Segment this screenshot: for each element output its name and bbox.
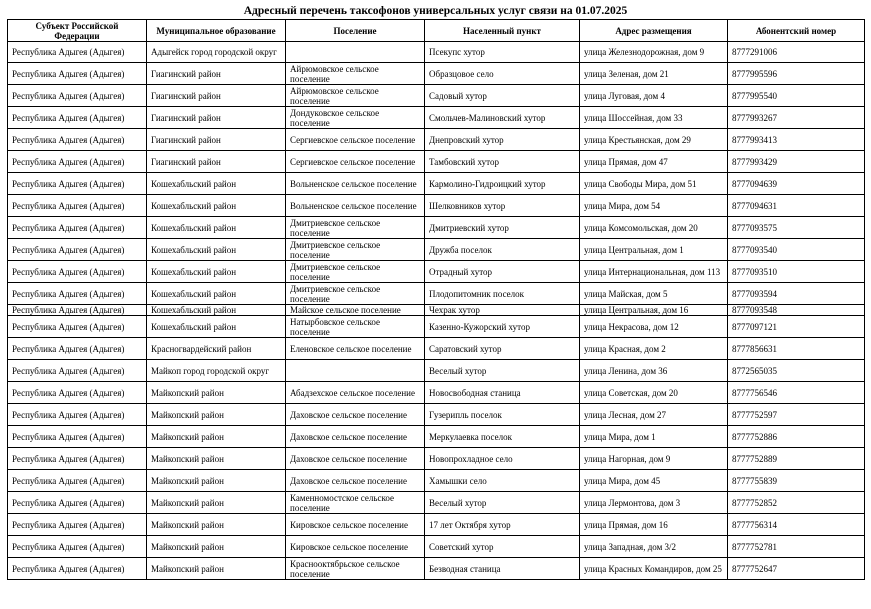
cell-phone: 8777993413 — [728, 129, 865, 151]
cell-subject: Республика Адыгея (Адыгея) — [8, 151, 147, 173]
table-row — [8, 558, 865, 580]
table-row — [8, 338, 865, 360]
cell-locality: Кармолино-Гидроицкий хутор — [425, 173, 580, 195]
cell-municipality: Адыгейск город городской округ — [147, 42, 286, 63]
table-row — [8, 305, 865, 316]
cell-municipality: Кошехабльский район — [147, 261, 286, 283]
cell-address: улица Майская, дом 5 — [580, 283, 728, 305]
cell-subject: Республика Адыгея (Адыгея) — [8, 261, 147, 283]
cell-settlement: Краснооктябрьское сельское поселение — [286, 558, 425, 580]
cell-municipality: Кошехабльский район — [147, 316, 286, 338]
table-row — [8, 283, 865, 305]
cell-municipality: Майкопский район — [147, 382, 286, 404]
cell-locality: Образцовое село — [425, 63, 580, 85]
table-header-row — [8, 20, 865, 42]
cell-settlement: Даховское сельское поселение — [286, 448, 425, 470]
cell-municipality: Кошехабльский район — [147, 217, 286, 239]
table-row — [8, 217, 865, 239]
cell-locality: Безводная станица — [425, 558, 580, 580]
cell-settlement: Натырбовское сельское поселение — [286, 316, 425, 338]
cell-settlement: Сергиевское сельское поселение — [286, 129, 425, 151]
cell-phone: 8777752852 — [728, 492, 865, 514]
table-row — [8, 536, 865, 558]
cell-address: улица Центральная, дом 1 — [580, 239, 728, 261]
table-row — [8, 316, 865, 338]
cell-phone: 8777097121 — [728, 316, 865, 338]
cell-phone: 8777993429 — [728, 151, 865, 173]
cell-locality: Новосвободная станица — [425, 382, 580, 404]
cell-address: улица Ленина, дом 36 — [580, 360, 728, 382]
cell-settlement: Сергиевское сельское поселение — [286, 151, 425, 173]
cell-subject: Республика Адыгея (Адыгея) — [8, 382, 147, 404]
cell-settlement: Айрюмовское сельское поселение — [286, 85, 425, 107]
table-row — [8, 470, 865, 492]
cell-phone: 8777752647 — [728, 558, 865, 580]
cell-settlement: Вольненское сельское поселение — [286, 173, 425, 195]
cell-subject: Республика Адыгея (Адыгея) — [8, 63, 147, 85]
cell-subject: Республика Адыгея (Адыгея) — [8, 85, 147, 107]
cell-locality: Гузерипль поселок — [425, 404, 580, 426]
cell-address: улица Мира, дом 45 — [580, 470, 728, 492]
cell-settlement: Дмитриевское сельское поселение — [286, 283, 425, 305]
cell-address: улица Комсомольская, дом 20 — [580, 217, 728, 239]
cell-subject: Республика Адыгея (Адыгея) — [8, 470, 147, 492]
cell-address: улица Красных Командиров, дом 25 — [580, 558, 728, 580]
cell-phone: 8777094639 — [728, 173, 865, 195]
cell-phone: 8777752781 — [728, 536, 865, 558]
cell-municipality: Майкопский район — [147, 558, 286, 580]
cell-address: улица Интернациональная, дом 113 — [580, 261, 728, 283]
column-header-locality: Населенный пункт — [425, 20, 580, 42]
cell-locality: Садовый хутор — [425, 85, 580, 107]
table-row — [8, 129, 865, 151]
cell-locality: Веселый хутор — [425, 492, 580, 514]
cell-phone: 8777291006 — [728, 42, 865, 63]
cell-address: улица Крестьянская, дом 29 — [580, 129, 728, 151]
cell-subject: Республика Адыгея (Адыгея) — [8, 217, 147, 239]
cell-settlement — [286, 42, 425, 63]
cell-subject: Республика Адыгея (Адыгея) — [8, 514, 147, 536]
cell-municipality: Майкопский район — [147, 404, 286, 426]
cell-settlement: Дмитриевское сельское поселение — [286, 239, 425, 261]
cell-phone: 8777856631 — [728, 338, 865, 360]
cell-address: улица Западная, дом 3/2 — [580, 536, 728, 558]
table-row — [8, 42, 865, 63]
table-row — [8, 107, 865, 129]
cell-municipality: Гиагинский район — [147, 107, 286, 129]
column-header-settlement: Поселение — [286, 20, 425, 42]
cell-locality: Чехрак хутор — [425, 305, 580, 316]
cell-subject: Республика Адыгея (Адыгея) — [8, 558, 147, 580]
cell-phone: 8777094631 — [728, 195, 865, 217]
cell-address: улица Нагорная, дом 9 — [580, 448, 728, 470]
cell-locality: Тамбовский хутор — [425, 151, 580, 173]
cell-subject: Республика Адыгея (Адыгея) — [8, 426, 147, 448]
cell-locality: Шелковников хутор — [425, 195, 580, 217]
cell-locality: Хамышки село — [425, 470, 580, 492]
cell-address: улица Мира, дом 54 — [580, 195, 728, 217]
payphone-address-table — [7, 19, 865, 580]
table-row — [8, 85, 865, 107]
table-row — [8, 426, 865, 448]
cell-phone: 8777752597 — [728, 404, 865, 426]
cell-phone: 8777093575 — [728, 217, 865, 239]
cell-municipality: Гиагинский район — [147, 63, 286, 85]
cell-address: улица Лермонтова, дом 3 — [580, 492, 728, 514]
cell-phone: 8772565035 — [728, 360, 865, 382]
cell-subject: Республика Адыгея (Адыгея) — [8, 360, 147, 382]
cell-municipality: Красногвардейский район — [147, 338, 286, 360]
cell-locality: Новопрохладное село — [425, 448, 580, 470]
cell-settlement: Вольненское сельское поселение — [286, 195, 425, 217]
table-row — [8, 404, 865, 426]
cell-phone: 8777752889 — [728, 448, 865, 470]
cell-settlement: Абадзехское сельское поселение — [286, 382, 425, 404]
cell-settlement: Каменномостское сельское поселение — [286, 492, 425, 514]
table-row — [8, 492, 865, 514]
cell-subject: Республика Адыгея (Адыгея) — [8, 107, 147, 129]
cell-phone: 8777995540 — [728, 85, 865, 107]
table-row — [8, 514, 865, 536]
cell-subject: Республика Адыгея (Адыгея) — [8, 536, 147, 558]
cell-address: улица Зеленая, дом 21 — [580, 63, 728, 85]
cell-settlement: Айрюмовское сельское поселение — [286, 63, 425, 85]
cell-municipality: Гиагинский район — [147, 151, 286, 173]
cell-phone: 8777093594 — [728, 283, 865, 305]
cell-subject: Республика Адыгея (Адыгея) — [8, 316, 147, 338]
table-row — [8, 63, 865, 85]
cell-address: улица Центральная, дом 16 — [580, 305, 728, 316]
table-row — [8, 151, 865, 173]
cell-settlement: Даховское сельское поселение — [286, 426, 425, 448]
cell-subject: Республика Адыгея (Адыгея) — [8, 338, 147, 360]
cell-phone: 8777755839 — [728, 470, 865, 492]
cell-locality: Днепровский хутор — [425, 129, 580, 151]
cell-address: улица Прямая, дом 16 — [580, 514, 728, 536]
cell-settlement: Кировское сельское поселение — [286, 514, 425, 536]
cell-locality: Казенно-Кужорский хутор — [425, 316, 580, 338]
cell-municipality: Майкопский район — [147, 536, 286, 558]
cell-subject: Республика Адыгея (Адыгея) — [8, 448, 147, 470]
cell-subject: Республика Адыгея (Адыгея) — [8, 129, 147, 151]
cell-locality: Саратовский хутор — [425, 338, 580, 360]
cell-locality: Дмитриевский хутор — [425, 217, 580, 239]
cell-address: улица Железнодорожная, дом 9 — [580, 42, 728, 63]
cell-municipality: Кошехабльский район — [147, 283, 286, 305]
cell-phone: 8777093540 — [728, 239, 865, 261]
column-header-phone: Абонентский номер — [728, 20, 865, 42]
document-title: Адресный перечень таксофонов универсальных услуг связи на 01.07.2025 — [243, 5, 628, 17]
cell-address: улица Лесная, дом 27 — [580, 404, 728, 426]
cell-locality: Смольчев-Малиновский хутор — [425, 107, 580, 129]
cell-subject: Республика Адыгея (Адыгея) — [8, 492, 147, 514]
cell-locality: Отрадный хутор — [425, 261, 580, 283]
cell-address: улица Прямая, дом 47 — [580, 151, 728, 173]
cell-settlement: Дондуковское сельское поселение — [286, 107, 425, 129]
cell-municipality: Майкопский район — [147, 470, 286, 492]
cell-phone: 8777093548 — [728, 305, 865, 316]
cell-municipality: Кошехабльский район — [147, 239, 286, 261]
cell-locality: 17 лет Октября хутор — [425, 514, 580, 536]
table-body — [8, 42, 865, 580]
cell-settlement — [286, 360, 425, 382]
table-row — [8, 261, 865, 283]
cell-settlement: Дмитриевское сельское поселение — [286, 217, 425, 239]
column-header-address: Адрес размещения — [580, 20, 728, 42]
table-row — [8, 448, 865, 470]
cell-address: улица Мира, дом 1 — [580, 426, 728, 448]
cell-address: улица Красная, дом 2 — [580, 338, 728, 360]
cell-settlement: Даховское сельское поселение — [286, 404, 425, 426]
cell-subject: Республика Адыгея (Адыгея) — [8, 195, 147, 217]
cell-locality: Дружба поселок — [425, 239, 580, 261]
cell-phone: 8777093510 — [728, 261, 865, 283]
cell-phone: 8777995596 — [728, 63, 865, 85]
cell-address: улица Советская, дом 20 — [580, 382, 728, 404]
cell-address: улица Луговая, дом 4 — [580, 85, 728, 107]
cell-subject: Республика Адыгея (Адыгея) — [8, 305, 147, 316]
cell-subject: Республика Адыгея (Адыгея) — [8, 42, 147, 63]
table-row — [8, 195, 865, 217]
cell-subject: Республика Адыгея (Адыгея) — [8, 239, 147, 261]
cell-address: улица Свободы Мира, дом 51 — [580, 173, 728, 195]
cell-locality: Советский хутор — [425, 536, 580, 558]
cell-locality: Веселый хутор — [425, 360, 580, 382]
cell-municipality: Кошехабльский район — [147, 173, 286, 195]
cell-address: улица Шоссейная, дом 33 — [580, 107, 728, 129]
table-row — [8, 360, 865, 382]
cell-locality: Псекупс хутор — [425, 42, 580, 63]
table-row — [8, 173, 865, 195]
cell-address: улица Некрасова, дом 12 — [580, 316, 728, 338]
cell-locality: Плодопитомник поселок — [425, 283, 580, 305]
cell-municipality: Майкопский район — [147, 514, 286, 536]
cell-municipality: Майкоп город городской округ — [147, 360, 286, 382]
cell-municipality: Кошехабльский район — [147, 195, 286, 217]
cell-settlement: Майское сельское поселение — [286, 305, 425, 316]
cell-municipality: Майкопский район — [147, 426, 286, 448]
cell-settlement: Еленовское сельское поселение — [286, 338, 425, 360]
cell-phone: 8777993267 — [728, 107, 865, 129]
column-header-subject: Субъект Российской Федерации — [8, 20, 147, 42]
cell-settlement: Даховское сельское поселение — [286, 470, 425, 492]
cell-municipality: Майкопский район — [147, 448, 286, 470]
cell-locality: Меркулаевка поселок — [425, 426, 580, 448]
cell-phone: 8777756546 — [728, 382, 865, 404]
column-header-municipality: Муниципальное образование — [147, 20, 286, 42]
cell-phone: 8777756314 — [728, 514, 865, 536]
cell-settlement: Дмитриевское сельское поселение — [286, 261, 425, 283]
cell-subject: Республика Адыгея (Адыгея) — [8, 283, 147, 305]
cell-municipality: Кошехабльский район — [147, 305, 286, 316]
table-row — [8, 239, 865, 261]
cell-phone: 8777752886 — [728, 426, 865, 448]
cell-settlement: Кировское сельское поселение — [286, 536, 425, 558]
cell-municipality: Гиагинский район — [147, 85, 286, 107]
table-row — [8, 382, 865, 404]
cell-subject: Республика Адыгея (Адыгея) — [8, 404, 147, 426]
cell-municipality: Майкопский район — [147, 492, 286, 514]
cell-subject: Республика Адыгея (Адыгея) — [8, 173, 147, 195]
cell-municipality: Гиагинский район — [147, 129, 286, 151]
